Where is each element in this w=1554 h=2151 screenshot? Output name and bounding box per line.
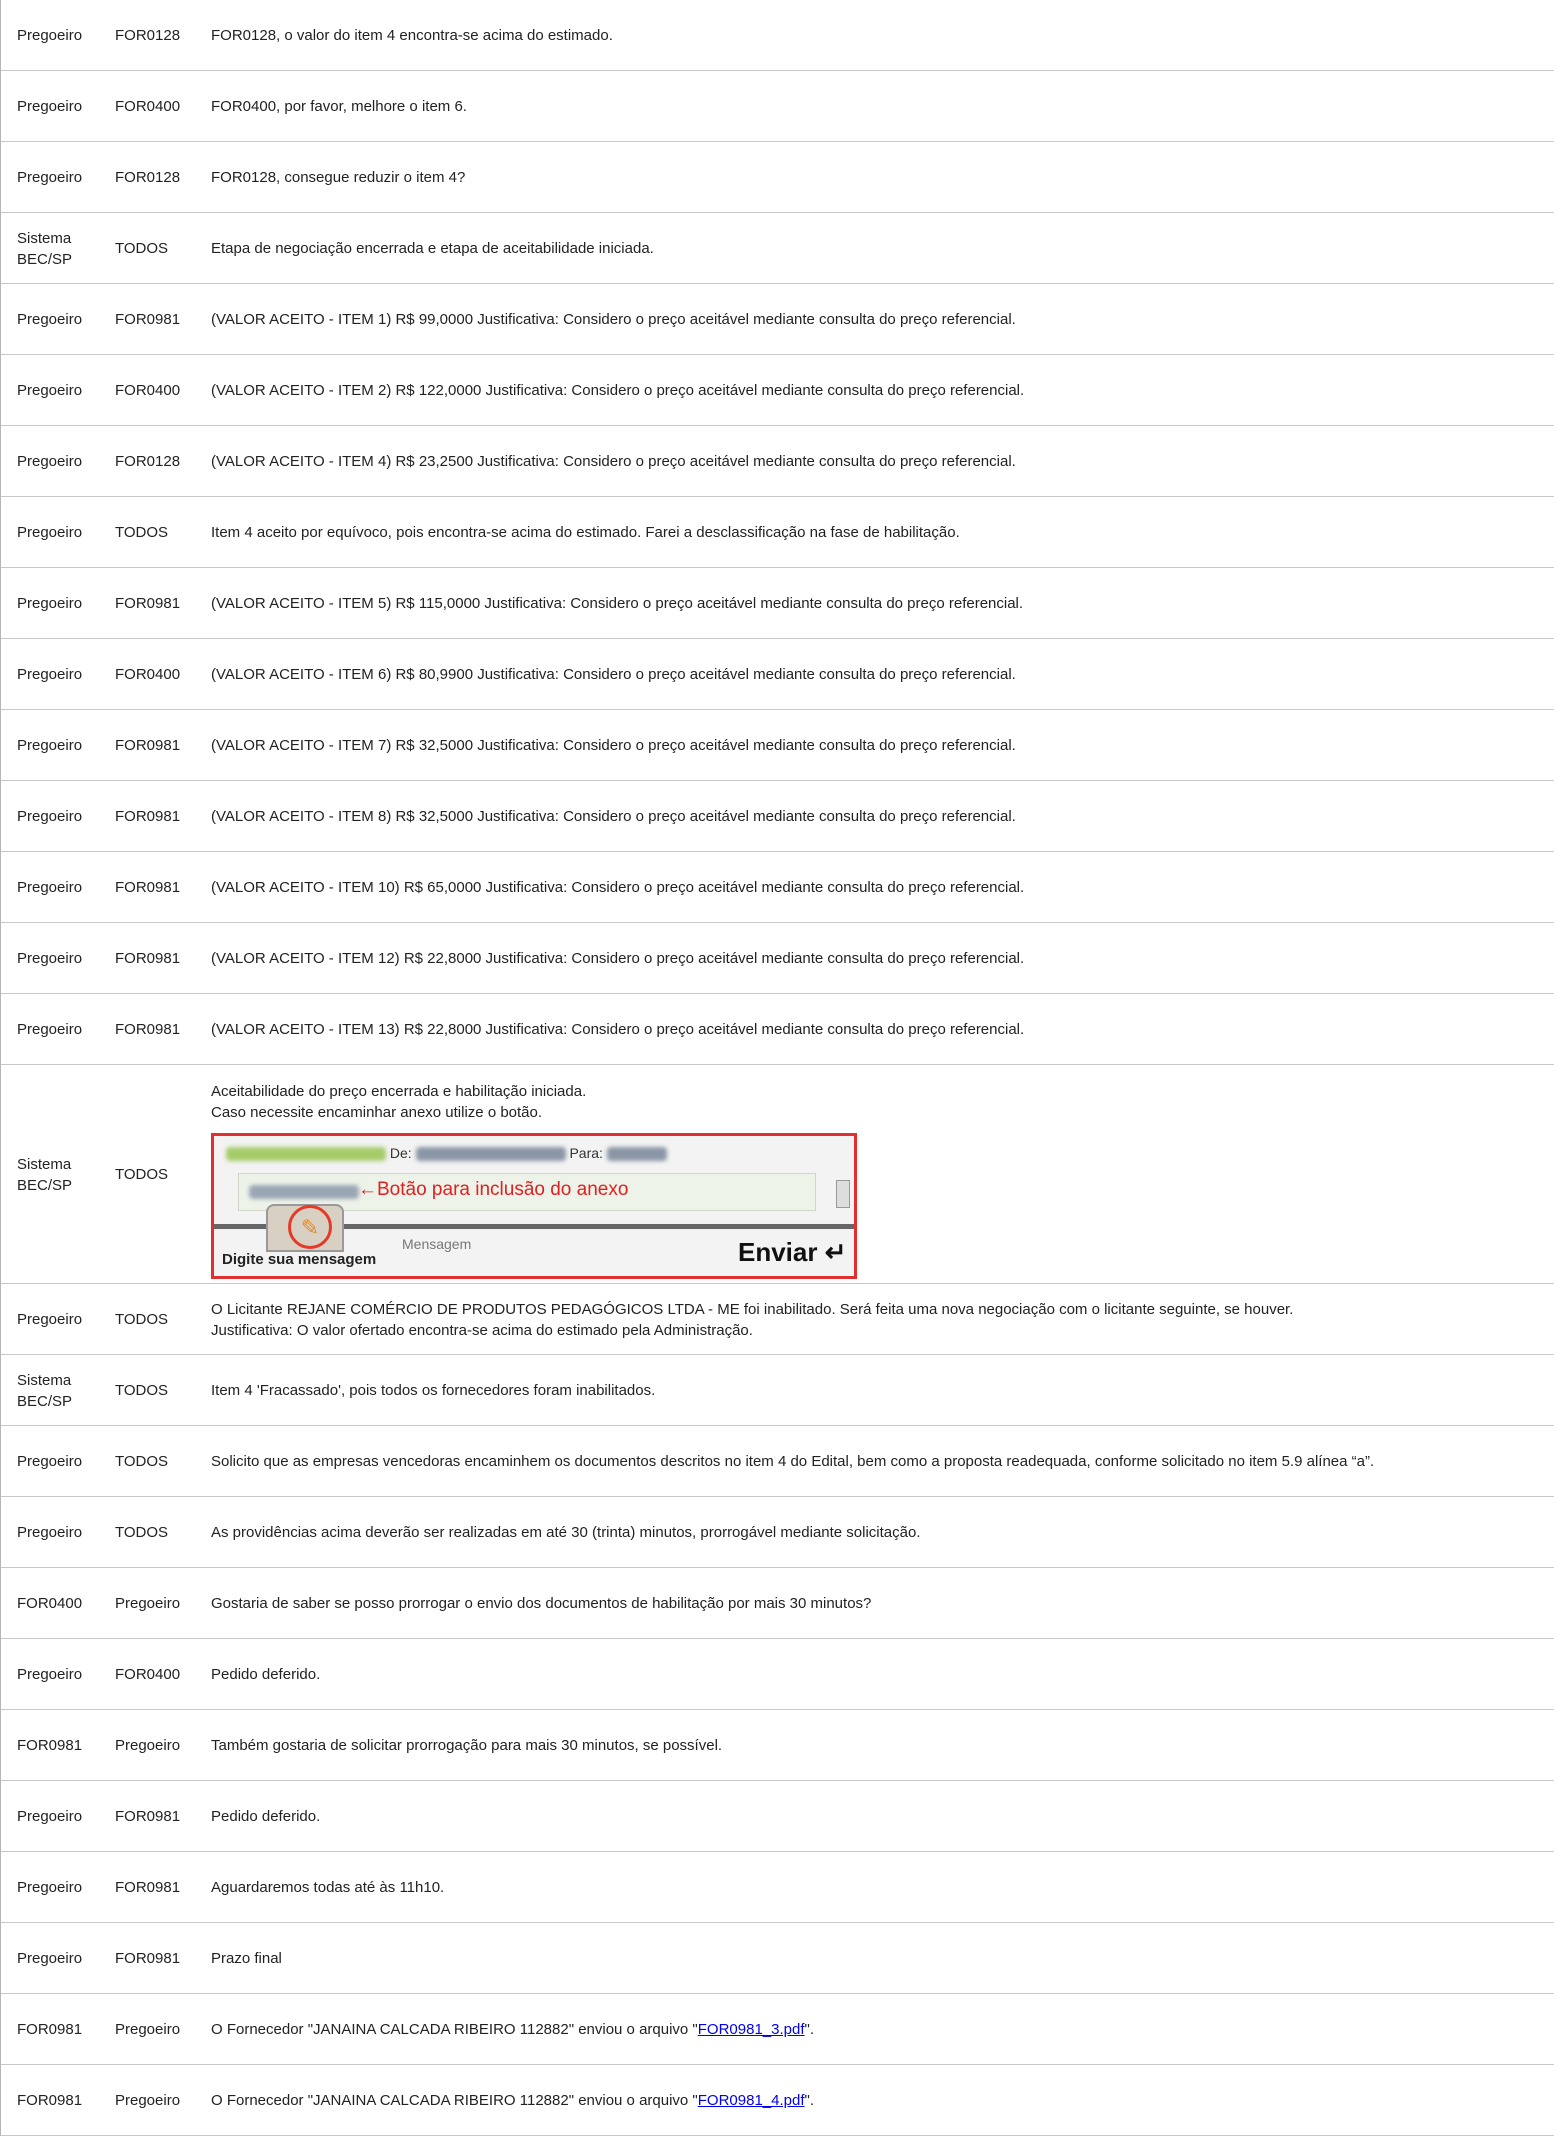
message-text: Aceitabilidade do preço encerrada e habilitação iniciada. — [211, 1083, 587, 1100]
sender: Pregoeiro — [17, 595, 83, 612]
chat-row — [0, 994, 1554, 1065]
message — [195, 522, 1554, 543]
message — [195, 451, 1554, 472]
sender: Pregoeiro — [17, 1950, 83, 1967]
message-placeholder: Mensagem — [402, 1236, 472, 1252]
message-text: Pedido deferido. — [211, 1666, 321, 1683]
message-text: (VALOR ACEITO - ITEM 7) R$ 32,5000 Justificativa: Considero o preço aceitável mediante consulta do preço referencial. — [211, 737, 1016, 754]
chat-row — [0, 71, 1554, 142]
sender: Pregoeiro — [17, 1808, 83, 1825]
message-text: O Licitante REJANE COMÉRCIO DE PRODUTOS PEDAGÓGICOS LTDA - ME foi inabilitado. Será feita uma nova negociação com o licitante seguinte, se houver. — [211, 1300, 1294, 1318]
sender: Pregoeiro — [17, 1311, 83, 1328]
recipient: TODOS — [115, 524, 169, 541]
message — [195, 1593, 1554, 1614]
sender: Pregoeiro — [17, 950, 83, 967]
message — [195, 1735, 1554, 1756]
message — [195, 2090, 1554, 2111]
recipient: FOR0400 — [115, 382, 181, 399]
sender: Pregoeiro — [17, 169, 83, 186]
chat-row — [0, 1355, 1554, 1426]
recipient: FOR0400 — [115, 666, 181, 683]
message — [195, 806, 1554, 827]
sender: FOR0400 — [17, 1595, 83, 1612]
sender: Pregoeiro — [17, 453, 83, 470]
message — [195, 1522, 1554, 1543]
message-text: Também gostaria de solicitar prorrogação para mais 30 minutos, se possível. — [211, 1737, 723, 1754]
chat-row — [0, 1568, 1554, 1639]
message-text: (VALOR ACEITO - ITEM 12) R$ 22,8000 Justificativa: Considero o preço aceitável mediante consulta do preço referencial. — [211, 950, 1025, 967]
blurred-text — [416, 1147, 566, 1161]
blurred-text — [249, 1185, 359, 1199]
sender: FOR0981 — [17, 2092, 83, 2109]
chat-row — [0, 2065, 1554, 2136]
message — [195, 167, 1554, 188]
message — [195, 877, 1554, 898]
recipient: FOR0128 — [115, 169, 181, 186]
chat-row — [0, 355, 1554, 426]
sender: Pregoeiro — [17, 1666, 83, 1683]
recipient: FOR0981 — [115, 1808, 181, 1825]
para-label: Para: — [569, 1145, 603, 1161]
chat-row — [0, 497, 1554, 568]
message-text: (VALOR ACEITO - ITEM 4) R$ 23,2500 Justificativa: Considero o preço aceitável mediante consulta do preço referencial. — [211, 453, 1016, 470]
chat-row — [0, 1994, 1554, 2065]
recipient: Pregoeiro — [115, 1737, 181, 1754]
message — [195, 735, 1554, 756]
chat-row — [0, 1639, 1554, 1710]
chat-row — [0, 1923, 1554, 1994]
chat-row — [0, 1781, 1554, 1852]
sender: Sistema BEC/SP — [17, 229, 73, 268]
recipient: FOR0981 — [115, 808, 181, 825]
message — [195, 1451, 1554, 1472]
recipient: FOR0981 — [115, 879, 181, 896]
message-text: Etapa de negociação encerrada e etapa de aceitabilidade iniciada. — [211, 240, 654, 257]
message-text: O Fornecedor "JANAINA CALCADA RIBEIRO 112882" enviou o arquivo " — [211, 2021, 698, 2038]
screenshot-header — [226, 1143, 667, 1164]
recipient: FOR0128 — [115, 27, 181, 44]
message-text: As providências acima deverão ser realizadas em até 30 (trinta) minutos, prorrogável mediante solicitação. — [211, 1524, 921, 1541]
recipient: TODOS — [115, 240, 169, 257]
recipient: TODOS — [115, 1311, 169, 1328]
blurred-text — [226, 1147, 386, 1161]
recipient: FOR0981 — [115, 1021, 181, 1038]
sender: Pregoeiro — [17, 737, 83, 754]
chat-row — [0, 781, 1554, 852]
chat-row — [0, 426, 1554, 497]
sender: FOR0981 — [17, 2021, 83, 2038]
message-text: (VALOR ACEITO - ITEM 5) R$ 115,0000 Justificativa: Considero o preço aceitável mediante consulta do preço referencial. — [211, 595, 1024, 612]
chat-row — [0, 852, 1554, 923]
message-text: Aguardaremos todas até às 11h10. — [211, 1879, 445, 1896]
recipient: FOR0128 — [115, 453, 181, 470]
message-text: FOR0128, o valor do item 4 encontra-se acima do estimado. — [211, 27, 613, 44]
message-text: Prazo final — [211, 1950, 282, 1967]
sender: Sistema BEC/SP — [17, 1371, 73, 1410]
blurred-text — [607, 1147, 667, 1161]
chat-row — [0, 1426, 1554, 1497]
de-label: De: — [389, 1145, 412, 1161]
chat-row — [0, 710, 1554, 781]
paperclip-icon: ✎ — [288, 1205, 332, 1249]
message — [195, 96, 1554, 117]
sender: Pregoeiro — [17, 808, 83, 825]
message-text: FOR0400, por favor, melhore o item 6. — [211, 98, 467, 115]
message-text: O Fornecedor "JANAINA CALCADA RIBEIRO 112882" enviou o arquivo " — [211, 2092, 698, 2109]
recipient: FOR0981 — [115, 311, 181, 328]
annotation-text — [358, 1179, 628, 1200]
message — [195, 1948, 1554, 1969]
message — [195, 948, 1554, 969]
recipient: FOR0400 — [115, 98, 181, 115]
message — [195, 664, 1554, 685]
message — [195, 1019, 1554, 1040]
message — [195, 1664, 1554, 1685]
message — [195, 25, 1554, 46]
chat-row — [0, 1852, 1554, 1923]
chat-row — [0, 639, 1554, 710]
message-line-2: Justificativa: O valor ofertado encontra-se acima do estimado pela Administração. — [211, 1321, 753, 1339]
sender: Sistema BEC/SP — [17, 1155, 73, 1194]
message — [195, 1380, 1554, 1401]
chat-row — [0, 568, 1554, 639]
message-text: FOR0128, consegue reduzir o item 4? — [211, 169, 466, 186]
sender: Pregoeiro — [17, 27, 83, 44]
message — [195, 2019, 1554, 2040]
sender: Pregoeiro — [17, 1453, 83, 1470]
sender: Pregoeiro — [17, 98, 83, 115]
recipient: TODOS — [115, 1166, 169, 1183]
message-text: Gostaria de saber se posso prorrogar o envio dos documentos de habilitação por mais 30 minutos? — [211, 1595, 872, 1612]
chat-row — [0, 923, 1554, 994]
sender: Pregoeiro — [17, 1524, 83, 1541]
message — [195, 1299, 1554, 1341]
message — [195, 1065, 1554, 1279]
sender: Pregoeiro — [17, 1879, 83, 1896]
annotation-label: Botão para inclusão do anexo — [377, 1179, 629, 1200]
recipient: TODOS — [115, 1382, 169, 1399]
message-text: (VALOR ACEITO - ITEM 2) R$ 122,0000 Justificativa: Considero o preço aceitável mediante consulta do preço referencial. — [211, 382, 1025, 399]
message-tail: ". — [804, 2021, 815, 2038]
sender: Pregoeiro — [17, 311, 83, 328]
message-text: Item 4 'Fracassado', pois todos os fornecedores foram inabilitados. — [211, 1382, 656, 1399]
sender: Pregoeiro — [17, 524, 83, 541]
sender: Pregoeiro — [17, 879, 83, 896]
sender: Pregoeiro — [17, 1021, 83, 1038]
sender: Pregoeiro — [17, 382, 83, 399]
recipient: FOR0400 — [115, 1666, 181, 1683]
message — [195, 238, 1554, 259]
chat-row — [0, 213, 1554, 284]
type-label: Digite sua mensagem — [222, 1251, 377, 1268]
attachment-help-screenshot — [211, 1133, 857, 1279]
chat-row — [0, 0, 1554, 71]
recipient: TODOS — [115, 1453, 169, 1470]
scrollbar-icon — [836, 1180, 850, 1208]
chat-row — [0, 142, 1554, 213]
recipient: FOR0981 — [115, 950, 181, 967]
message-text: (VALOR ACEITO - ITEM 10) R$ 65,0000 Justificativa: Considero o preço aceitável mediante consulta do preço referencial. — [211, 879, 1025, 896]
message-text: Pedido deferido. — [211, 1808, 321, 1825]
recipient: TODOS — [115, 1524, 169, 1541]
message-tail: ". — [804, 2092, 815, 2109]
message-line-2: Caso necessite encaminhar anexo utilize o botão. — [211, 1104, 543, 1121]
recipient: FOR0981 — [115, 595, 181, 612]
message-text: (VALOR ACEITO - ITEM 8) R$ 32,5000 Justificativa: Considero o preço aceitável mediante consulta do preço referencial. — [211, 808, 1016, 825]
message — [195, 593, 1554, 614]
chat-row — [0, 1284, 1554, 1355]
message-text: (VALOR ACEITO - ITEM 1) R$ 99,0000 Justificativa: Considero o preço aceitável mediante consulta do preço referencial. — [211, 311, 1016, 328]
recipient: FOR0981 — [115, 1879, 181, 1896]
sender: FOR0981 — [17, 1737, 83, 1754]
message — [195, 380, 1554, 401]
message-text: Item 4 aceito por equívoco, pois encontra-se acima do estimado. Farei a desclassificação na fase de habilitação. — [211, 524, 960, 541]
recipient: FOR0981 — [115, 737, 181, 754]
message-text: Solicito que as empresas vencedoras encaminhem os documentos descritos no item 4 do Edital, bem como a proposta readequada, conforme solicitado no item 5.9 alínea “a”. — [211, 1453, 1375, 1470]
file-link[interactable]: FOR0981_4.pdf — [697, 2092, 805, 2109]
chat-row — [0, 1710, 1554, 1781]
message — [195, 1806, 1554, 1827]
recipient: Pregoeiro — [115, 2092, 181, 2109]
chat-row — [0, 284, 1554, 355]
recipient: Pregoeiro — [115, 2021, 181, 2038]
message — [195, 1877, 1554, 1898]
message — [195, 309, 1554, 330]
sender: Pregoeiro — [17, 666, 83, 683]
chat-row — [0, 1497, 1554, 1568]
send-button-image: Enviar ↵ — [738, 1237, 847, 1267]
arrow-left-icon: ← — [358, 1179, 377, 1200]
file-link[interactable]: FOR0981_3.pdf — [697, 2021, 805, 2038]
chat-row — [0, 1065, 1554, 1284]
recipient: Pregoeiro — [115, 1595, 181, 1612]
recipient: FOR0981 — [115, 1950, 181, 1967]
message-text: (VALOR ACEITO - ITEM 6) R$ 80,9900 Justificativa: Considero o preço aceitável mediante consulta do preço referencial. — [211, 666, 1016, 683]
message-text: (VALOR ACEITO - ITEM 13) R$ 22,8000 Justificativa: Considero o preço aceitável mediante consulta do preço referencial. — [211, 1021, 1025, 1038]
